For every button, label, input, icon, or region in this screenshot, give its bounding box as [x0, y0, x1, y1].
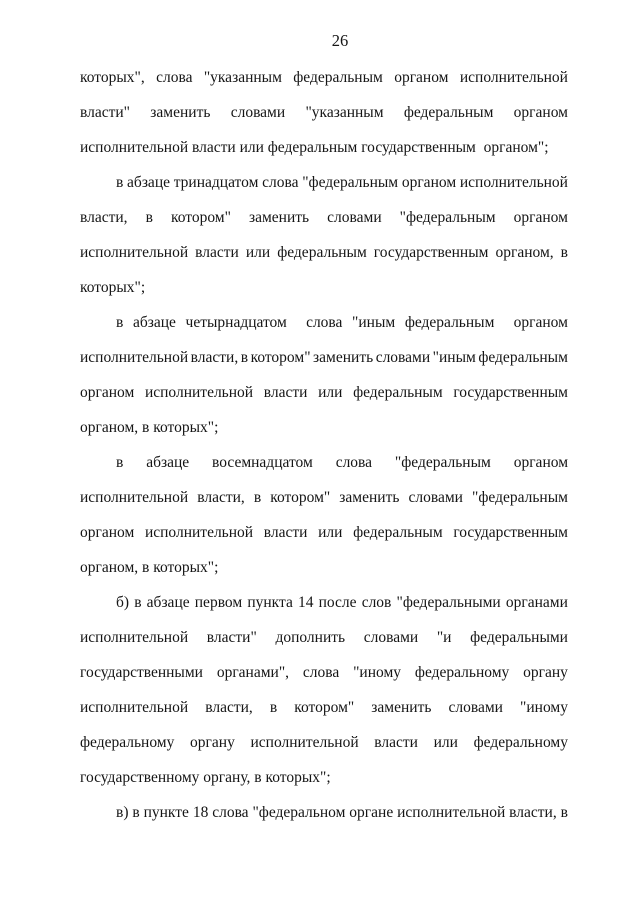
- word: власти,: [509, 804, 557, 821]
- word: "федеральным: [302, 174, 399, 191]
- text-line: органом, в которых";: [80, 559, 219, 576]
- word: пункте: [143, 804, 189, 821]
- word: власти,: [197, 489, 245, 506]
- word: абзаце: [146, 454, 190, 471]
- word: органами",: [216, 664, 290, 681]
- text-line: [80, 480, 568, 515]
- word: "указанным: [203, 69, 282, 86]
- text-line: [80, 795, 568, 830]
- word: федеральным: [277, 244, 367, 261]
- text-line: [80, 60, 568, 95]
- word: федеральным: [293, 69, 383, 86]
- word: или: [433, 734, 458, 751]
- word: "и: [436, 629, 452, 646]
- word: слова: [335, 454, 373, 471]
- word: органу: [523, 664, 568, 681]
- word: государственными: [80, 664, 203, 681]
- word: словами: [327, 209, 382, 226]
- word: власти,: [80, 209, 128, 226]
- text-line: [80, 725, 568, 760]
- word: в: [269, 699, 278, 716]
- word: словами: [230, 104, 286, 121]
- word: заменить: [248, 209, 310, 226]
- word: четырнадцатом: [185, 314, 287, 331]
- word: исполнительной: [80, 349, 189, 366]
- word: власти,: [190, 349, 239, 366]
- word: федеральным: [353, 524, 443, 541]
- word: "федеральном: [252, 804, 346, 821]
- word: словами: [448, 699, 503, 716]
- word: власти,: [205, 699, 253, 716]
- text-line: которых";: [80, 279, 146, 296]
- page-number: 26: [331, 31, 349, 50]
- document-body: [80, 60, 568, 830]
- word: органом: [513, 104, 568, 121]
- word: словами: [408, 489, 463, 506]
- word: заменить: [371, 699, 432, 716]
- word: исполнительной: [80, 244, 189, 261]
- word: федеральным: [353, 384, 443, 401]
- word: государственным: [453, 524, 568, 541]
- word: заменить: [150, 104, 211, 121]
- text-line: [80, 620, 568, 655]
- text-line: [80, 445, 568, 480]
- word: исполнительной: [459, 174, 568, 191]
- text-line: государственному органу, в которых";: [80, 769, 331, 786]
- word: исполнительной: [144, 384, 254, 401]
- word: органом: [513, 314, 568, 331]
- word: исполнительной: [144, 524, 254, 541]
- text-line: [80, 375, 568, 410]
- word: органом: [513, 209, 568, 226]
- word: федеральными: [470, 629, 568, 646]
- word: пункта: [247, 594, 293, 611]
- word: котором": [270, 489, 331, 506]
- word: власти": [206, 629, 257, 646]
- word: "иному: [520, 699, 568, 716]
- word: власти": [80, 104, 131, 121]
- word: федеральному: [80, 734, 175, 751]
- word: "федеральным: [399, 209, 496, 226]
- word: б): [116, 594, 130, 611]
- word: "иным: [432, 349, 476, 366]
- word: федеральным: [403, 104, 494, 121]
- word: абзаце: [146, 594, 190, 611]
- word: органом: [80, 524, 135, 541]
- word: после: [318, 594, 357, 611]
- word: слова: [156, 69, 193, 86]
- text-line: [80, 340, 568, 375]
- word: слова: [262, 174, 299, 191]
- word: федеральному: [473, 734, 568, 751]
- word: органом,: [495, 244, 554, 261]
- word: исполнительной: [80, 489, 189, 506]
- text-line: [80, 305, 568, 340]
- word: заменить: [313, 349, 374, 366]
- word: исполнительной: [459, 69, 568, 86]
- word: органами: [505, 594, 568, 611]
- word: исполнительной: [80, 699, 189, 716]
- word: тринадцатом: [173, 174, 259, 191]
- word: исполнительной: [250, 734, 359, 751]
- word: государственным: [373, 244, 489, 261]
- text-line: [80, 690, 568, 725]
- word: слова: [302, 664, 340, 681]
- word: в: [560, 804, 568, 821]
- word: органом: [513, 454, 568, 471]
- text-line: [80, 200, 568, 235]
- paragraph: [80, 165, 568, 305]
- text-line: [80, 515, 568, 550]
- word: котором": [170, 209, 231, 226]
- word: котором": [250, 349, 311, 366]
- word: в: [116, 454, 124, 471]
- text-line: [80, 585, 568, 620]
- word: в): [116, 804, 129, 821]
- word: восемнадцатом: [212, 454, 313, 471]
- word: заменить: [339, 489, 400, 506]
- word: абзаце: [127, 174, 170, 191]
- word: "федеральным: [472, 489, 568, 506]
- word: в: [253, 489, 262, 506]
- word: в: [145, 209, 153, 226]
- word: или: [245, 244, 271, 261]
- word: органу: [190, 734, 235, 751]
- word: власти: [195, 244, 239, 261]
- text-line: [80, 95, 568, 130]
- word: слов: [361, 594, 392, 611]
- text-line: исполнительной власти или федеральным государственным органом";: [80, 139, 549, 156]
- word: органом: [394, 69, 449, 86]
- word: словами: [363, 629, 419, 646]
- word: в: [560, 244, 568, 261]
- word: федеральному: [414, 664, 510, 681]
- word: в: [116, 174, 124, 191]
- word: "иным: [352, 314, 396, 331]
- word: "федеральными: [396, 594, 501, 611]
- word: в: [116, 314, 124, 331]
- paragraph: [80, 305, 568, 445]
- word: слова: [212, 804, 249, 821]
- word: власти: [263, 384, 308, 401]
- text-line: органом, в которых";: [80, 419, 219, 436]
- text-line: [80, 165, 568, 200]
- word: государственным: [453, 384, 568, 401]
- paragraph: [80, 795, 568, 830]
- word: первом: [194, 594, 243, 611]
- word: абзаце: [132, 314, 176, 331]
- word: дополнить: [275, 629, 346, 646]
- word: "указанным: [305, 104, 384, 121]
- paragraph: [80, 445, 568, 585]
- word: "федеральным: [394, 454, 491, 471]
- paragraph: [80, 60, 568, 165]
- word: словами: [375, 349, 431, 366]
- word: власти: [263, 524, 308, 541]
- word: 18: [192, 804, 209, 821]
- word: или: [318, 524, 343, 541]
- word: власти: [374, 734, 418, 751]
- word: исполнительной: [397, 804, 506, 821]
- word: которых",: [80, 69, 145, 86]
- word: органом: [80, 384, 135, 401]
- word: в: [240, 349, 249, 366]
- text-line: [80, 655, 568, 690]
- word: котором": [294, 699, 355, 716]
- word: исполнительной: [80, 629, 189, 646]
- word: "иному: [353, 664, 402, 681]
- word: федеральным: [404, 314, 495, 331]
- word: или: [318, 384, 343, 401]
- word: федеральным: [478, 349, 568, 366]
- word: 14: [297, 594, 314, 611]
- text-line: [80, 235, 568, 270]
- word: слова: [306, 314, 343, 331]
- word: в: [134, 594, 142, 611]
- word: органе: [349, 804, 394, 821]
- paragraph: [80, 585, 568, 795]
- word: органом: [401, 174, 457, 191]
- word: в: [132, 804, 140, 821]
